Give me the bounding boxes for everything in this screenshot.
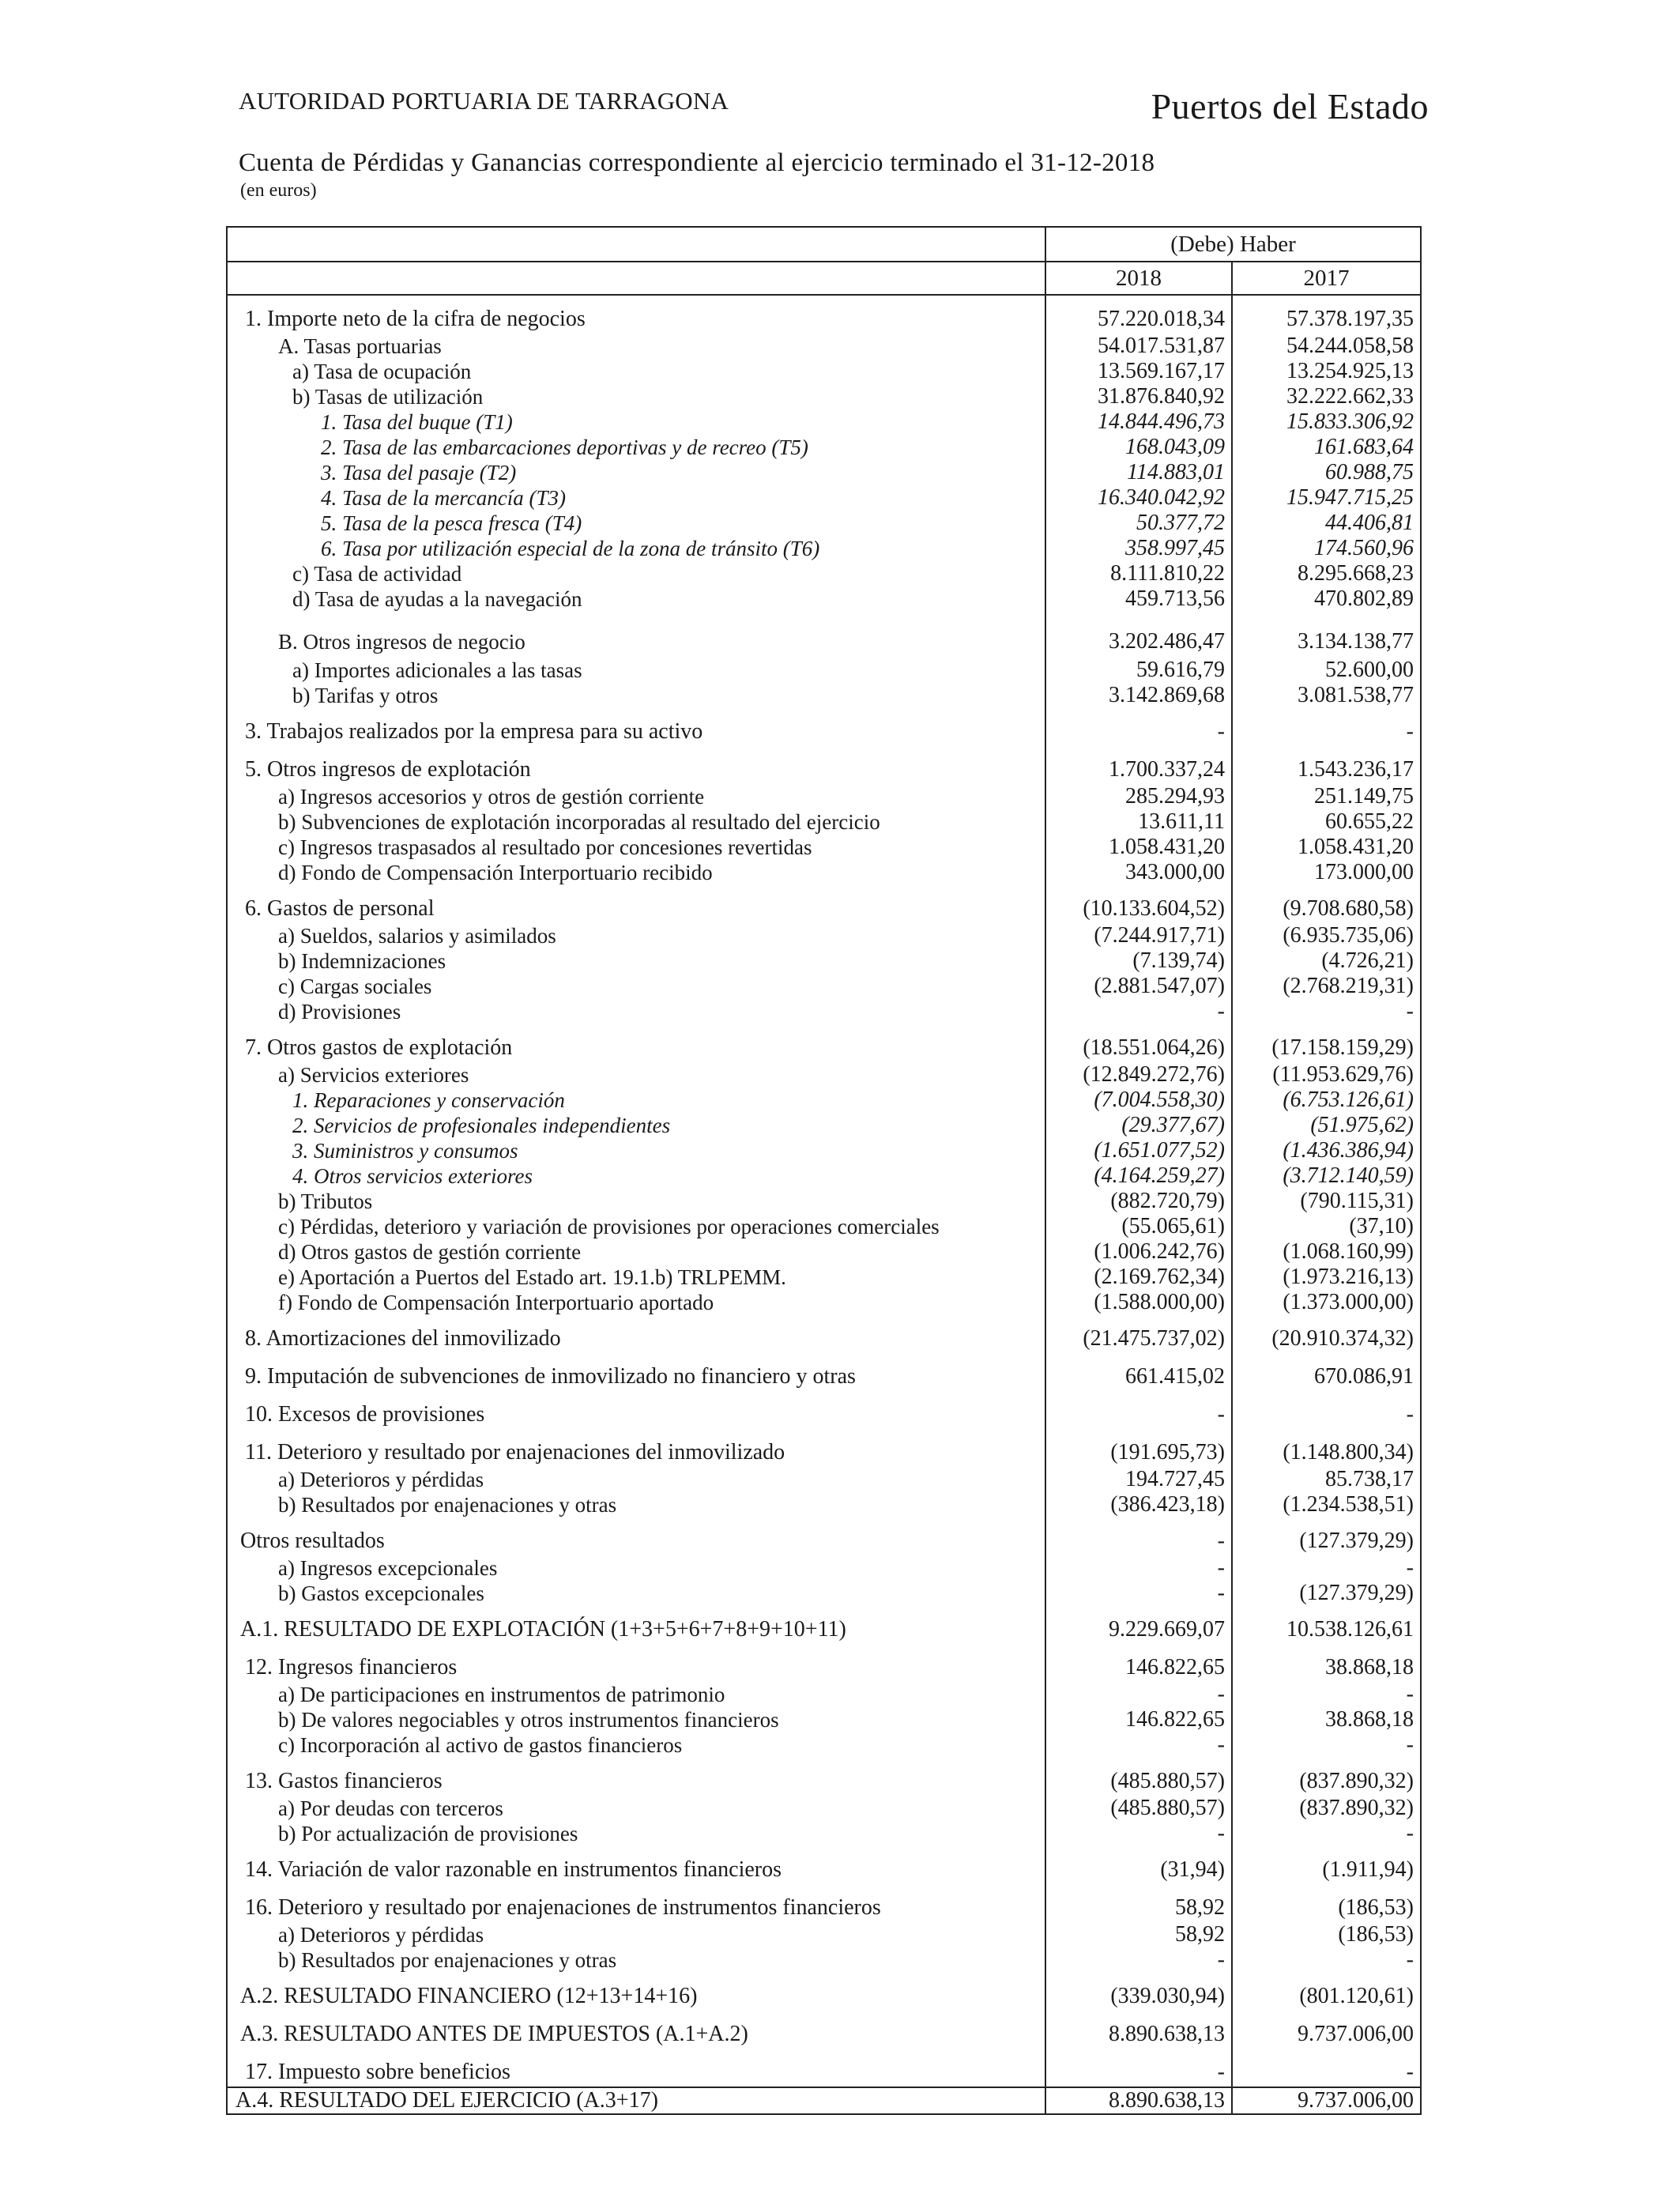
value-2018: 13.569.167,17	[1045, 359, 1232, 384]
value-2018: (7.244.917,71)	[1045, 923, 1232, 948]
row-label: b) De valores negociables y otros instrumentos financieros	[278, 1708, 779, 1732]
value-2017: (127.379,29)	[1232, 1581, 1421, 1606]
value-2017: (1.068.160,99)	[1232, 1239, 1421, 1265]
row-label: A.4. RESULTADO DEL EJERCICIO (A.3+17)	[227, 2087, 1045, 2114]
table-row	[227, 1391, 1421, 1429]
value-2017: 470.802,89	[1232, 586, 1421, 612]
row-label: A.2. RESULTADO FINANCIERO (12+13+14+16)	[240, 1984, 698, 2008]
table-row	[227, 2011, 1421, 2049]
value-2017: (9.708.680,58)	[1232, 885, 1421, 923]
value-2018: 3.142.869,68	[1045, 683, 1232, 708]
value-2018: -	[1045, 1391, 1232, 1429]
value-2018: 146.822,65	[1045, 1707, 1232, 1732]
table-row	[227, 683, 1421, 708]
row-label: b) Subvenciones de explotación incorporadas al resultado del ejercicio	[278, 810, 880, 834]
row-label: b) Resultados por enajenaciones y otras	[278, 1948, 617, 1972]
table-row	[227, 334, 1421, 359]
table-row	[227, 658, 1421, 683]
value-2018: -	[1045, 2049, 1232, 2087]
row-label: 4. Otros servicios exteriores	[292, 1164, 533, 1188]
row-label: f) Fondo de Compensación Interportuario aportado	[278, 1291, 714, 1314]
value-2017: 173.000,00	[1232, 860, 1421, 885]
table-row	[227, 1555, 1421, 1581]
value-2018: -	[1045, 1732, 1232, 1758]
value-2018: (882.720,79)	[1045, 1189, 1232, 1214]
table-row	[227, 1024, 1421, 1062]
table-row	[227, 1821, 1421, 1846]
value-2017: 52.600,00	[1232, 658, 1421, 683]
value-2017: -	[1232, 708, 1421, 746]
row-label: b) Gastos excepcionales	[278, 1581, 484, 1605]
row-label: 1. Importe neto de la cifra de negocios	[245, 307, 586, 331]
value-2018: (386.423,18)	[1045, 1492, 1232, 1517]
table-row	[227, 384, 1421, 409]
value-2017: (51.975,62)	[1232, 1113, 1421, 1138]
value-2017: (127.379,29)	[1232, 1517, 1421, 1555]
table-row	[227, 1088, 1421, 1113]
row-label: 11. Deterioro y resultado por enajenaciones del inmovilizado	[245, 1440, 785, 1465]
year-2017-header: 2017	[1232, 262, 1421, 295]
value-2017: 9.737.006,00	[1232, 2011, 1421, 2049]
table-row	[227, 1846, 1421, 1884]
table-row	[227, 999, 1421, 1024]
row-label: a) Por deudas con terceros	[278, 1796, 503, 1820]
table-row	[227, 1315, 1421, 1353]
value-2017: (186,53)	[1232, 1884, 1421, 1922]
table-row	[227, 1189, 1421, 1214]
value-2017: -	[1232, 1947, 1421, 1973]
table-row	[227, 1581, 1421, 1606]
row-label: 5. Otros ingresos de explotación	[245, 757, 531, 782]
value-2018: 58,92	[1045, 1922, 1232, 1947]
value-2018: -	[1045, 1555, 1232, 1581]
row-label: 6. Gastos de personal	[245, 896, 435, 921]
row-label: c) Pérdidas, deterioro y variación de provisiones por operaciones comerciales	[278, 1215, 940, 1238]
row-label: a) Sueldos, salarios y asimilados	[278, 924, 556, 948]
value-2018: (2.881.547,07)	[1045, 974, 1232, 999]
table-row	[227, 1113, 1421, 1138]
table-row	[227, 1429, 1421, 1467]
table-row	[227, 923, 1421, 948]
row-label: B. Otros ingresos de negocio	[278, 630, 525, 654]
value-2018: 54.017.531,87	[1045, 334, 1232, 359]
row-label: 5. Tasa de la pesca fresca (T4)	[321, 511, 582, 535]
row-label: A.3. RESULTADO ANTES DE IMPUESTOS (A.1+A.2)	[240, 2022, 748, 2046]
table-row	[227, 746, 1421, 784]
value-2017: (837.890,32)	[1232, 1758, 1421, 1796]
table-row	[227, 1163, 1421, 1189]
table-row	[227, 2087, 1421, 2114]
value-2017: 13.254.925,13	[1232, 359, 1421, 384]
value-2018: 358.997,45	[1045, 536, 1232, 561]
value-2017: -	[1232, 1732, 1421, 1758]
row-label: c) Incorporación al activo de gastos financieros	[278, 1733, 683, 1757]
table-row	[227, 1606, 1421, 1644]
table-row	[227, 359, 1421, 384]
value-2018: (29.377,67)	[1045, 1113, 1232, 1138]
value-2017: (37,10)	[1232, 1214, 1421, 1239]
value-2017: (790.115,31)	[1232, 1189, 1421, 1214]
document-title: Cuenta de Pérdidas y Ganancias correspondiente al ejercicio terminado el 31-12-2018	[239, 149, 1155, 177]
table-row	[227, 1758, 1421, 1796]
value-2017: 174.560,96	[1232, 536, 1421, 561]
value-2018: 114.883,01	[1045, 460, 1232, 485]
income-statement-table	[226, 226, 1422, 2115]
row-label: c) Cargas sociales	[278, 974, 432, 998]
table-row	[227, 1682, 1421, 1707]
row-label: a) De participaciones en instrumentos de patrimonio	[278, 1683, 725, 1706]
table-row	[227, 1467, 1421, 1492]
table-row	[227, 1492, 1421, 1517]
table-row	[227, 586, 1421, 612]
value-2017: 1.058.431,20	[1232, 835, 1421, 860]
value-2017: 44.406,81	[1232, 511, 1421, 536]
value-2018: -	[1045, 1821, 1232, 1846]
value-2018: -	[1045, 1517, 1232, 1555]
table-row	[227, 1265, 1421, 1290]
value-2017: -	[1232, 1682, 1421, 1707]
value-2018: (12.849.272,76)	[1045, 1062, 1232, 1088]
row-label: b) Por actualización de provisiones	[278, 1822, 578, 1845]
table-row	[227, 1947, 1421, 1973]
row-label: 1. Tasa del buque (T1)	[321, 410, 513, 434]
row-label: Otros resultados	[240, 1529, 385, 1553]
value-2017: (4.726,21)	[1232, 948, 1421, 974]
label-column-header-blank	[227, 262, 1045, 295]
row-label: 2. Servicios de profesionales independientes	[292, 1114, 671, 1137]
table-row	[227, 1732, 1421, 1758]
row-label: a) Servicios exteriores	[278, 1063, 469, 1087]
value-2017: (2.768.219,31)	[1232, 974, 1421, 999]
value-2018: (485.880,57)	[1045, 1758, 1232, 1796]
table-row	[227, 974, 1421, 999]
value-2017: 32.222.662,33	[1232, 384, 1421, 409]
currency-note: (en euros)	[240, 180, 317, 201]
value-2018: (339.030,94)	[1045, 1973, 1232, 2011]
value-2017: (1.436.386,94)	[1232, 1138, 1421, 1163]
row-label: A.1. RESULTADO DE EXPLOTACIÓN (1+3+5+6+7+8+9+10+11)	[240, 1617, 846, 1642]
table-year-header-row	[227, 262, 1421, 295]
value-2017: 60.988,75	[1232, 460, 1421, 485]
value-2017: 54.244.058,58	[1232, 334, 1421, 359]
table-row	[227, 460, 1421, 485]
value-2018: 3.202.486,47	[1045, 612, 1232, 658]
table-row	[227, 435, 1421, 460]
table-row	[227, 1707, 1421, 1732]
table-row	[227, 1353, 1421, 1391]
value-2018: 8.111.810,22	[1045, 561, 1232, 586]
table-row	[227, 409, 1421, 435]
table-row	[227, 1239, 1421, 1265]
value-2018: (1.588.000,00)	[1045, 1290, 1232, 1315]
value-2017: 8.295.668,23	[1232, 561, 1421, 586]
value-2018: 14.844.496,73	[1045, 409, 1232, 435]
row-label: 10. Excesos de provisiones	[245, 1402, 485, 1427]
value-2018: (18.551.064,26)	[1045, 1024, 1232, 1062]
value-2017: 38.868,18	[1232, 1707, 1421, 1732]
value-2018: (1.006.242,76)	[1045, 1239, 1232, 1265]
value-2018: -	[1045, 999, 1232, 1024]
value-2018: 59.616,79	[1045, 658, 1232, 683]
value-2018: 8.890.638,13	[1045, 2087, 1232, 2114]
value-2017: -	[1232, 1391, 1421, 1429]
value-2018: 168.043,09	[1045, 435, 1232, 460]
value-2017: (1.234.538,51)	[1232, 1492, 1421, 1517]
row-label: d) Fondo de Compensación Interportuario recibido	[278, 861, 713, 884]
table-row	[227, 295, 1421, 334]
table-row	[227, 1644, 1421, 1682]
value-2018: (7.004.558,30)	[1045, 1088, 1232, 1113]
value-2018: (485.880,57)	[1045, 1796, 1232, 1821]
value-2017: 3.134.138,77	[1232, 612, 1421, 658]
table-row	[227, 708, 1421, 746]
value-2017: (1.148.800,34)	[1232, 1429, 1421, 1467]
row-label: 3. Tasa del pasaje (T2)	[321, 461, 517, 484]
value-2018: (10.133.604,52)	[1045, 885, 1232, 923]
row-label: 8. Amortizaciones del inmovilizado	[245, 1326, 561, 1351]
value-2018: -	[1045, 1682, 1232, 1707]
value-2017: 38.868,18	[1232, 1644, 1421, 1682]
row-label: a) Tasa de ocupación	[292, 360, 472, 383]
value-2018: 57.220.018,34	[1045, 295, 1232, 334]
table-row	[227, 1062, 1421, 1088]
value-2018: 1.700.337,24	[1045, 746, 1232, 784]
table-row	[227, 1796, 1421, 1821]
value-2017: (17.158.159,29)	[1232, 1024, 1421, 1062]
value-2017: -	[1232, 2049, 1421, 2087]
row-label: a) Importes adicionales a las tasas	[292, 658, 582, 682]
value-2017: (3.712.140,59)	[1232, 1163, 1421, 1189]
brand-name: Puertos del Estado	[1151, 86, 1429, 126]
table-row	[227, 1973, 1421, 2011]
value-2018: (31,94)	[1045, 1846, 1232, 1884]
row-label: b) Resultados por enajenaciones y otras	[278, 1493, 617, 1517]
value-2017: 60.655,22	[1232, 809, 1421, 835]
value-2018: 459.713,56	[1045, 586, 1232, 612]
value-2017: -	[1232, 1555, 1421, 1581]
value-2017: -	[1232, 1821, 1421, 1846]
value-2017: (11.953.629,76)	[1232, 1062, 1421, 1088]
value-2018: 343.000,00	[1045, 860, 1232, 885]
value-2018: 285.294,93	[1045, 784, 1232, 809]
value-2017: 1.543.236,17	[1232, 746, 1421, 784]
debe-haber-header: (Debe) Haber	[1045, 227, 1421, 262]
value-2017: 15.833.306,92	[1232, 409, 1421, 435]
value-2017: 85.738,17	[1232, 1467, 1421, 1492]
table-row	[227, 536, 1421, 561]
table-row	[227, 1884, 1421, 1922]
row-label: A. Tasas portuarias	[278, 334, 442, 358]
value-2018: 194.727,45	[1045, 1467, 1232, 1492]
value-2018: (55.065,61)	[1045, 1214, 1232, 1239]
table-row	[227, 860, 1421, 885]
value-2017: (1.973.216,13)	[1232, 1265, 1421, 1290]
value-2018: 8.890.638,13	[1045, 2011, 1232, 2049]
value-2018: 9.229.669,07	[1045, 1606, 1232, 1644]
row-label: 3. Trabajos realizados por la empresa para su activo	[245, 719, 703, 744]
organization-name: AUTORIDAD PORTUARIA DE TARRAGONA	[239, 87, 729, 115]
value-2018: 50.377,72	[1045, 511, 1232, 536]
value-2017: 251.149,75	[1232, 784, 1421, 809]
value-2017: (1.373.000,00)	[1232, 1290, 1421, 1315]
table-row	[227, 948, 1421, 974]
table-row	[227, 809, 1421, 835]
value-2018: 1.058.431,20	[1045, 835, 1232, 860]
value-2018: 146.822,65	[1045, 1644, 1232, 1682]
label-column-header	[227, 227, 1045, 262]
value-2018: (4.164.259,27)	[1045, 1163, 1232, 1189]
table-row	[227, 2049, 1421, 2087]
value-2018: (21.475.737,02)	[1045, 1315, 1232, 1353]
table-row	[227, 1922, 1421, 1947]
value-2018: -	[1045, 1581, 1232, 1606]
value-2017: -	[1232, 999, 1421, 1024]
value-2017: 15.947.715,25	[1232, 485, 1421, 511]
value-2017: 10.538.126,61	[1232, 1606, 1421, 1644]
value-2017: 161.683,64	[1232, 435, 1421, 460]
table-body	[227, 295, 1421, 2114]
value-2018: (191.695,73)	[1045, 1429, 1232, 1467]
value-2017: (1.911,94)	[1232, 1846, 1421, 1884]
row-label: d) Tasa de ayudas a la navegación	[292, 587, 582, 611]
row-label: a) Ingresos accesorios y otros de gestión corriente	[278, 785, 705, 809]
value-2018: -	[1045, 708, 1232, 746]
value-2017: 670.086,91	[1232, 1353, 1421, 1391]
table-row	[227, 561, 1421, 586]
row-label: a) Deterioros y pérdidas	[278, 1468, 484, 1491]
row-label: d) Provisiones	[278, 1000, 401, 1023]
table-group-header-row	[227, 227, 1421, 262]
row-label: a) Ingresos excepcionales	[278, 1556, 498, 1580]
table-row	[227, 511, 1421, 536]
row-label: c) Tasa de actividad	[292, 562, 462, 586]
row-label: b) Indemnizaciones	[278, 949, 446, 973]
value-2017: (186,53)	[1232, 1922, 1421, 1947]
row-label: 2. Tasa de las embarcaciones deportivas y de recreo (T5)	[321, 435, 808, 459]
value-2017: 3.081.538,77	[1232, 683, 1421, 708]
row-label: 9. Imputación de subvenciones de inmovilizado no financiero y otras	[245, 1364, 856, 1389]
row-label: b) Tasas de utilización	[292, 385, 484, 409]
row-label: a) Deterioros y pérdidas	[278, 1923, 484, 1947]
value-2018: -	[1045, 1947, 1232, 1973]
row-label: 16. Deterioro y resultado por enajenaciones de instrumentos financieros	[245, 1895, 881, 1920]
value-2017: 9.737.006,00	[1232, 2087, 1421, 2114]
table-row	[227, 1517, 1421, 1555]
row-label: b) Tributos	[278, 1189, 373, 1213]
value-2018: (2.169.762,34)	[1045, 1265, 1232, 1290]
row-label: 3. Suministros y consumos	[292, 1139, 518, 1163]
row-label: c) Ingresos traspasados al resultado por concesiones revertidas	[278, 835, 812, 859]
row-label: 4. Tasa de la mercancía (T3)	[321, 486, 566, 510]
table-row	[227, 1138, 1421, 1163]
value-2018: (7.139,74)	[1045, 948, 1232, 974]
table-row	[227, 784, 1421, 809]
value-2017: (20.910.374,32)	[1232, 1315, 1421, 1353]
value-2017: (6.935.735,06)	[1232, 923, 1421, 948]
row-label: 6. Tasa por utilización especial de la zona de tránsito (T6)	[321, 537, 820, 560]
table-row	[227, 1214, 1421, 1239]
table-row	[227, 1290, 1421, 1315]
table-row	[227, 885, 1421, 923]
value-2018: 661.415,02	[1045, 1353, 1232, 1391]
value-2017: (837.890,32)	[1232, 1796, 1421, 1821]
value-2018: (1.651.077,52)	[1045, 1138, 1232, 1163]
row-label: 17. Impuesto sobre beneficios	[245, 2060, 510, 2084]
table-row	[227, 835, 1421, 860]
table-row	[227, 485, 1421, 511]
year-2018-header: 2018	[1045, 262, 1232, 295]
value-2017: 57.378.197,35	[1232, 295, 1421, 334]
row-label: 1. Reparaciones y conservación	[292, 1088, 565, 1112]
row-label: 14. Variación de valor razonable en instrumentos financieros	[245, 1857, 782, 1882]
value-2017: (6.753.126,61)	[1232, 1088, 1421, 1113]
row-label: b) Tarifas y otros	[292, 684, 439, 707]
value-2018: 16.340.042,92	[1045, 485, 1232, 511]
value-2018: 13.611,11	[1045, 809, 1232, 835]
value-2018: 58,92	[1045, 1884, 1232, 1922]
value-2017: (801.120,61)	[1232, 1973, 1421, 2011]
row-label: e) Aportación a Puertos del Estado art. 19.1.b) TRLPEMM.	[278, 1265, 786, 1289]
table-row	[227, 612, 1421, 658]
row-label: 12. Ingresos financieros	[245, 1655, 458, 1679]
row-label: 13. Gastos financieros	[245, 1769, 443, 1793]
row-label: 7. Otros gastos de explotación	[245, 1035, 513, 1060]
value-2018: 31.876.840,92	[1045, 384, 1232, 409]
row-label: d) Otros gastos de gestión corriente	[278, 1240, 582, 1264]
